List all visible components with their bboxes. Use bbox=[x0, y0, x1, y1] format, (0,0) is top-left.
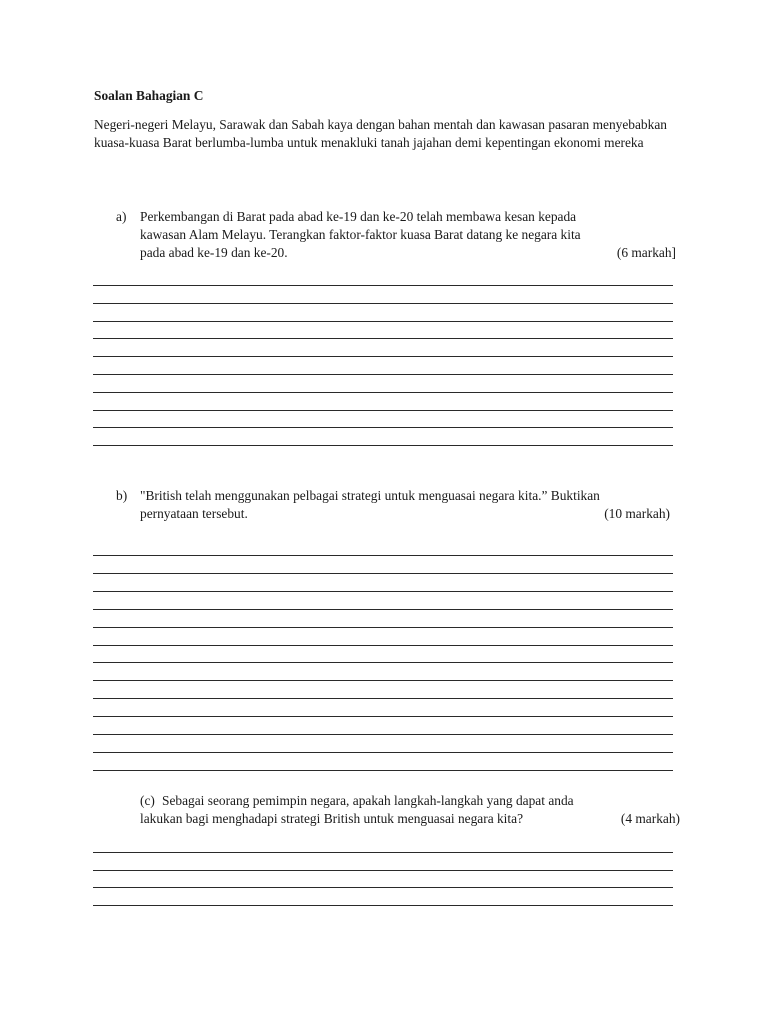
answer-line bbox=[93, 427, 673, 428]
answer-line bbox=[93, 870, 673, 871]
answer-line bbox=[93, 356, 673, 357]
answer-line bbox=[93, 645, 673, 646]
intro-paragraph: Negeri-negeri Melayu, Sarawak dan Sabah kaya dengan bahan mentah dan kawasan pasaran menyebabkan kuasa-kuasa Barat berlumba-lumba untuk menakluki tanah jajahan demi kepentingan ekonomi mereka bbox=[94, 117, 667, 150]
answer-line bbox=[93, 680, 673, 681]
answer-line bbox=[93, 770, 673, 771]
question-b bbox=[116, 487, 676, 523]
question-c-marks: (4 markah) bbox=[620, 811, 680, 826]
question-a-line-2: kawasan Alam Melayu. Terangkan faktor-faktor kuasa Barat datang ke negara kita bbox=[140, 227, 581, 242]
answer-line bbox=[93, 609, 673, 610]
question-b-label: b) bbox=[116, 488, 128, 503]
answer-line bbox=[93, 887, 673, 888]
answer-line bbox=[93, 591, 673, 592]
question-a-line-3 bbox=[140, 244, 676, 262]
question-a-label: a) bbox=[116, 209, 127, 224]
answer-line bbox=[93, 752, 673, 753]
answer-line bbox=[93, 852, 673, 853]
answer-line bbox=[93, 410, 673, 411]
answer-line bbox=[93, 338, 673, 339]
question-a-line-3-text: pada abad ke-19 dan ke-20. bbox=[140, 245, 288, 260]
answer-line bbox=[93, 573, 673, 574]
question-b-line-2 bbox=[140, 505, 676, 523]
answer-line bbox=[93, 555, 673, 556]
answer-line bbox=[93, 905, 673, 906]
answer-line bbox=[93, 303, 673, 304]
question-c-line-1: Sebagai seorang pemimpin negara, apakah langkah-langkah yang dapat anda bbox=[162, 793, 574, 808]
answer-line bbox=[93, 445, 673, 446]
question-b-marks: (10 markah) bbox=[604, 506, 670, 521]
answer-line bbox=[93, 734, 673, 735]
section-title: Soalan Bahagian C bbox=[94, 88, 204, 103]
answer-line bbox=[93, 374, 673, 375]
question-c bbox=[116, 792, 680, 828]
question-c-line-2-text: lakukan bagi menghadapi strategi British untuk menguasai negara kita? bbox=[140, 811, 524, 826]
answer-line bbox=[93, 321, 673, 322]
question-a bbox=[116, 208, 676, 262]
question-a-line-1: Perkembangan di Barat pada abad ke-19 dan ke-20 telah membawa kesan kepada bbox=[140, 209, 577, 224]
question-b-line-2-text: pernyataan tersebut. bbox=[140, 506, 248, 521]
question-a-marks: (6 markah] bbox=[616, 245, 676, 260]
answer-line bbox=[93, 392, 673, 393]
question-c-label: (c) bbox=[140, 793, 155, 808]
question-b-line-1: "British telah menggunakan pelbagai strategi untuk menguasai negara kita.” Buktikan bbox=[140, 488, 600, 503]
question-c-line-2 bbox=[140, 810, 680, 828]
answer-line bbox=[93, 698, 673, 699]
answer-line bbox=[93, 662, 673, 663]
answer-line bbox=[93, 627, 673, 628]
answer-line bbox=[93, 716, 673, 717]
answer-line bbox=[93, 285, 673, 286]
